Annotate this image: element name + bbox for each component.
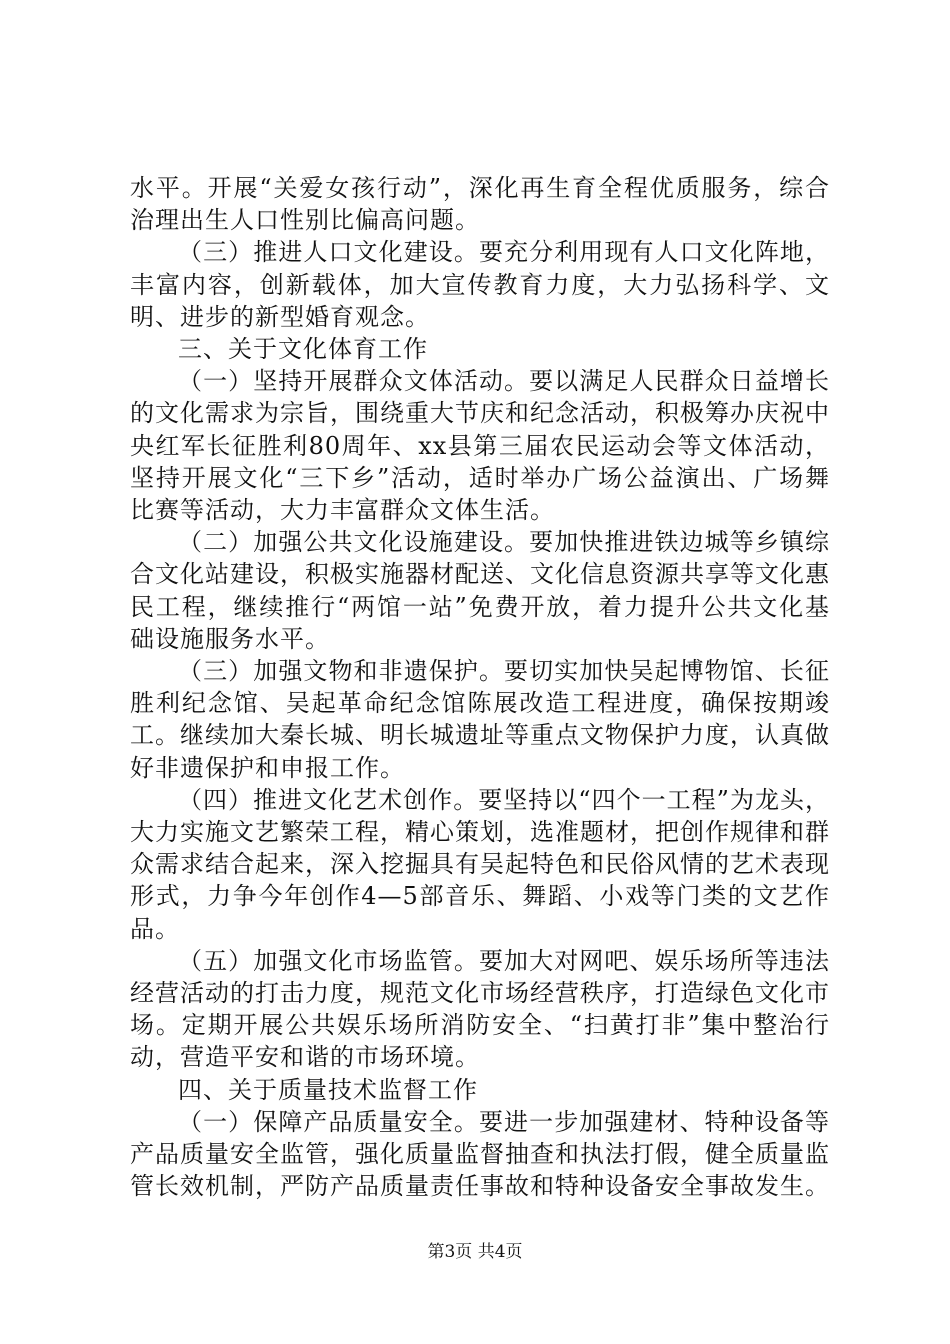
section-heading: 四、关于质量技术监督工作 [178,1075,478,1104]
paragraph: （三）推进人口文化建设。要充分利用现有人口文化阵地，丰富内容，创新载体，加大宣传教育力度，大力弘扬科学、文明、进步的新型婚育观念。 [130,238,830,331]
paragraph: （一）保障产品质量安全。要进一步加强建材、特种设备等产品质量安全监管，强化质量监督抽查和执法打假，健全质量监管长效机制，严防产品质量责任事故和特种设备安全事故发生。 [130,1107,830,1201]
paragraph: （一）坚持开展群众文体活动。要以满足人民群众日益增长的文化需求为宗旨，围绕重大节庆和纪念活动，积极筹办庆祝中央红军长征胜利80周年、xx县第三届农民运动会等文体活动，坚持开展文化“三下乡”活动，适时举办广场公益演出、广场舞比赛等活动，大力丰富群众文体生活。 [130,367,830,525]
paragraph: （四）推进文化艺术创作。要坚持以“四个一工程”为龙头，大力实施文艺繁荣工程，精心策划，选准题材，把创作规律和群众需求结合起来，深入挖掘具有吴起特色和民俗风情的艺术表现形式，力争今年创作4—5部音乐、舞蹈、小戏等门类的文艺作品。 [130,785,830,943]
paragraph: （二）加强公共文化设施建设。要加快推进铁边城等乡镇综合文化站建设，积极实施器材配送、文化信息资源共享等文化惠民工程，继续推行“两馆一站”免费开放，着力提升公共文化基础设施服务水平。 [130,528,830,653]
paragraph: （五）加强文化市场监管。要加大对网吧、娱乐场所等违法经营活动的打击力度，规范文化市场经营秩序，打造绿色文化市场。定期开展公共娱乐场所消防安全、“扫黄打非”集中整治行动，营造平安和谐的市场环境。 [130,946,830,1072]
paragraph: 水平。开展“关爱女孩行动”，深化再生育全程优质服务，综合治理出生人口性别比偏高问题。 [130,174,830,235]
page-number-footer: 第3页 共4页 [427,1242,523,1262]
document-body [130,172,830,1203]
section-heading: 三、关于文化体育工作 [178,335,428,364]
paragraph: （三）加强文物和非遗保护。要切实加快吴起博物馆、长征胜利纪念馆、吴起革命纪念馆陈展改造工程进度，确保按期竣工。继续加大秦长城、明长城遗址等重点文物保护力度，认真做好非遗保护和申报工作。 [130,657,830,782]
